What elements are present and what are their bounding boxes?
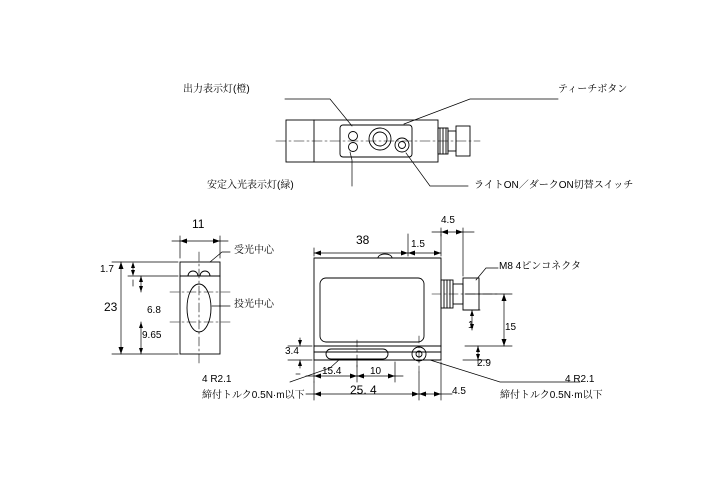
dim-4-5-bottom: 4.5 <box>452 386 466 397</box>
label-torque-right: 締付トルク0.5N·m以下 <box>500 390 603 401</box>
side-view-dim-4-5-bottom <box>419 362 452 400</box>
top-view-body <box>276 120 480 162</box>
label-emitter-center: 投光中心 <box>234 299 274 310</box>
label-output-indicator: 出力表示灯(橙) <box>183 84 250 95</box>
front-view-body <box>170 252 232 364</box>
top-view-leaders <box>285 99 558 186</box>
label-connector: M8 4ピンコネクタ <box>499 261 582 272</box>
label-torque-left: 締付トルク0.5N·m以下 <box>202 390 305 401</box>
dim-23: 23 <box>104 300 118 314</box>
dim-1: 1 <box>468 320 474 331</box>
dim-4-5-top: 4.5 <box>441 215 455 226</box>
top-view-indicators <box>349 128 410 152</box>
dim-15: 15 <box>505 322 517 333</box>
front-view-dim-1-7 <box>128 262 178 286</box>
label-radius-left: 4 R2.1 <box>202 374 232 385</box>
dim-38: 38 <box>356 233 370 247</box>
side-view-dim-4-5-top <box>432 228 474 276</box>
dim-9-65: 9.65 <box>142 330 162 341</box>
dim-25-4: 25. 4 <box>350 383 377 397</box>
label-radius-right: 4 R2.1 <box>565 374 595 385</box>
label-receiver-center: 受光中心 <box>234 245 274 256</box>
label-light-dark-switch: ライトON／ダークON切替スイッチ <box>474 180 634 191</box>
label-stable-light-indicator: 安定入光表示灯(緑) <box>207 180 294 191</box>
dim-3-4: 3.4 <box>285 346 299 357</box>
dim-10: 10 <box>370 366 382 377</box>
dim-11: 11 <box>192 217 205 231</box>
dim-1-7: 1.7 <box>100 264 114 275</box>
front-view-dim-11 <box>172 236 228 258</box>
dim-15-4: 15.4 <box>322 366 342 377</box>
dim-2-9: 2.9 <box>477 358 491 369</box>
side-view-leaders <box>290 268 580 382</box>
front-view-dim-6-8 <box>139 276 143 292</box>
label-teach-button: ティーチボタン <box>558 84 628 95</box>
dim-1-5: 1.5 <box>411 239 425 250</box>
dim-6-8: 6.8 <box>147 305 161 316</box>
